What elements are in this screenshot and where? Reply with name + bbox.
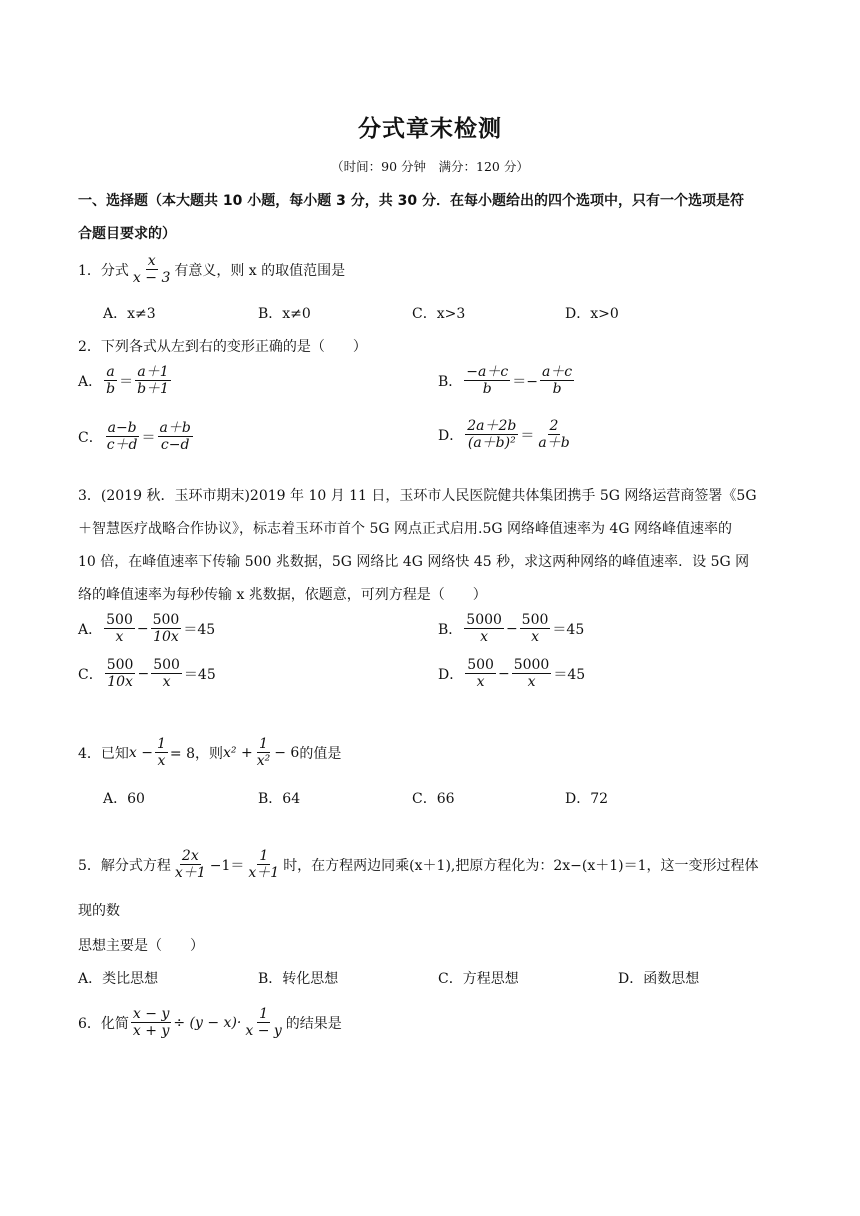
q3-a-d2: 10x: [153, 629, 179, 646]
q3-line1: 3．(2019 秋．玉环市期末)2019 年 10 月 11 日，玉环市人民医院健共体集团携手 5G 网络运营商签署《5G: [78, 488, 757, 504]
q5-option-a: A．类比思想: [78, 971, 159, 987]
q2-a-left-den: b: [106, 381, 116, 398]
q2-b-label: B．: [438, 373, 463, 390]
q4-d2: x²: [256, 753, 271, 770]
q6-mid: ÷ (y − x)·: [173, 1014, 242, 1031]
q2-a-right-den: b＋1: [137, 381, 169, 398]
q2-d-right-num: 2: [549, 418, 559, 434]
question-2-stem: 2．下列各式从左到右的变形正确的是（ ）: [78, 339, 367, 355]
q3-d-d2: x: [527, 674, 536, 691]
question-5-stem: [78, 848, 759, 881]
q4-option-d: D．72: [565, 791, 609, 807]
q2-a-left-num: a: [106, 364, 115, 380]
q3-b-d1: x: [480, 629, 489, 646]
q2-c-right-num: a＋b: [159, 420, 191, 436]
q4-expr1a: x −: [128, 744, 153, 761]
q3-line3: 10 倍，在峰值速率下传输 500 兆数据，5G 网络比 4G 网络快 45 秒，求这两种网络的峰值速率．设 5G 网: [78, 554, 750, 570]
exam-info: （时间：90 分钟 满分：120 分）: [331, 159, 529, 174]
q3-a-n2: 500: [152, 612, 180, 628]
q3-option-b: B． $\frac{5000}{x}$ − $\frac{500}{x}$ ＝45: [438, 612, 585, 646]
q2-option-c: C． $\frac{a-b}{c+d}$ ＝ $\frac{a+b}{c-d}$: [78, 420, 191, 454]
q2-b-right-num: a＋c: [541, 364, 573, 380]
q2-c-label: C．: [78, 429, 103, 446]
q2-a-label: A．: [78, 373, 103, 390]
q3-c-d2: x: [162, 674, 171, 691]
q1-fraction: [131, 253, 172, 286]
q3-c-n1: 500: [106, 657, 134, 673]
q3-c-n2: 500: [153, 657, 180, 673]
q4-d1: x: [157, 753, 166, 770]
q4-prefix: 4．已知: [78, 745, 129, 762]
q3-b-rhs: ＝45: [552, 621, 585, 638]
q4-n2: 1: [259, 736, 268, 752]
q3-d-d1: x: [476, 674, 485, 691]
q3-b-n2: 500: [521, 612, 549, 628]
q3-c-rhs: ＝45: [183, 666, 216, 683]
q3-option-c: C． $\frac{500}{10x}$ − $\frac{500}{x}$ ＝45: [78, 657, 216, 691]
question-1-stem: [78, 253, 345, 286]
q6-suffix: 的结果是: [285, 1015, 342, 1032]
q2-b-sign: ＝−: [512, 373, 538, 390]
section-heading-line1: 一、选择题（本大题共 10 小题，每小题 3 分，共 30 分．在每小题给出的四个选项中，只有一个选项是符: [78, 193, 744, 209]
q2-c-left-den: c＋d: [106, 437, 138, 454]
section-heading-line2: 合题目要求的）: [78, 226, 176, 242]
q2-d-right-den: a＋b: [538, 435, 570, 452]
q3-b-d2: x: [531, 629, 539, 646]
q3-d-n2: 5000: [513, 657, 550, 673]
q5-d1: x＋1: [174, 865, 206, 882]
q6-d1: x + y: [132, 1023, 170, 1040]
q5-line2: 现的数: [78, 903, 120, 919]
q2-d-label: D．: [438, 427, 464, 444]
q3-d-label: D．: [438, 666, 464, 683]
q1-denominator: x − 3: [132, 270, 171, 287]
q2-b-right-den: b: [552, 381, 562, 398]
q4-expr1b: = 8，则: [169, 745, 224, 762]
q2-b-left-den: b: [482, 381, 492, 398]
q6-prefix: 6．化简: [78, 1015, 129, 1032]
page-title: 分式章末检测: [358, 116, 502, 142]
q3-option-d: D． $\frac{500}{x}$ − $\frac{5000}{x}$ ＝45: [438, 657, 586, 691]
q1-numerator: x: [147, 253, 156, 269]
question-4-stem: [78, 736, 341, 769]
q5-suffix: 时，在方程两边同乘(x＋1),把原方程化为：2x−(x＋1)＝1，这一变形过程体: [283, 857, 759, 874]
q5-line3: 思想主要是（ ）: [78, 938, 204, 954]
q5-option-d: D．函数思想: [618, 971, 700, 987]
q1-option-a: A．x≠3: [103, 306, 156, 322]
q1-option-d: D．x>0: [565, 306, 619, 322]
q3-c-d1: 10x: [107, 674, 133, 691]
q1-suffix: 有意义，则 x 的取值范围是: [174, 262, 346, 279]
q1-option-c: C．x>3: [412, 306, 466, 322]
q2-b-left-num: −a＋c: [466, 364, 509, 380]
q5-d2: x＋1: [248, 865, 280, 882]
q5-option-b: B．转化思想: [258, 971, 339, 987]
q5-mid: −1＝: [209, 857, 245, 874]
q2-c-left-num: a−b: [107, 420, 137, 436]
q3-option-a: A． $\frac{500}{x}$ − $\frac{500}{10x}$ ＝45: [78, 612, 216, 646]
q6-d2: x − y: [245, 1023, 282, 1040]
q6-n1: x − y: [132, 1006, 170, 1022]
q3-a-label: A．: [78, 621, 103, 638]
q2-d-left-num: 2a＋2b: [467, 418, 517, 434]
q1-option-b: B．x≠0: [258, 306, 311, 322]
q3-d-rhs: ＝45: [553, 666, 586, 683]
q5-option-c: C．方程思想: [438, 971, 519, 987]
q3-a-rhs: ＝45: [183, 621, 216, 638]
q3-a-n1: 500: [106, 612, 133, 628]
q3-c-label: C．: [78, 666, 103, 683]
q6-n2: 1: [259, 1006, 269, 1022]
q1-prefix: 1．分式: [78, 262, 129, 279]
q3-b-label: B．: [438, 621, 463, 638]
q3-line4: 络的峰值速率为每秒传输 x 兆数据，依题意，可列方程是（ ）: [78, 587, 487, 603]
q3-b-n1: 5000: [466, 612, 502, 628]
q4-option-b: B．64: [258, 791, 301, 807]
q5-n1: 2x: [181, 848, 199, 864]
q2-option-b: [438, 364, 576, 397]
question-6-stem: [78, 1006, 342, 1039]
q4-option-c: C．66: [412, 791, 455, 807]
q4-suffix: 的值是: [299, 745, 342, 762]
q2-d-left-den: (a＋b)²: [467, 435, 516, 452]
q4-n1: 1: [157, 736, 166, 752]
q5-n2: 1: [259, 848, 269, 864]
q3-d-n1: 500: [467, 657, 494, 673]
q2-option-d: D． $\frac{2a+2b}{\text{(a＋b)²}}$ ＝ $\frac{2}{a+b}$: [438, 418, 570, 452]
q3-a-d1: x: [115, 629, 124, 646]
q3-line2: ＋智慧医疗战略合作协议》，标志着玉环市首个 5G 网点正式启用.5G 网络峰值速率为 4G 网络峰值速率的: [78, 521, 732, 537]
q2-option-a: A． $\frac{a}{b}$ ＝ $\frac{a+1}{b+1}$: [78, 364, 169, 398]
q2-a-right-num: a＋1: [137, 364, 169, 380]
q4-expr2a: x² +: [223, 744, 253, 761]
q4-option-a: A．60: [103, 791, 145, 807]
q2-c-right-den: c−d: [160, 437, 190, 454]
q4-expr2b: − 6: [274, 744, 300, 761]
q5-prefix: 5．解分式方程: [78, 857, 171, 874]
